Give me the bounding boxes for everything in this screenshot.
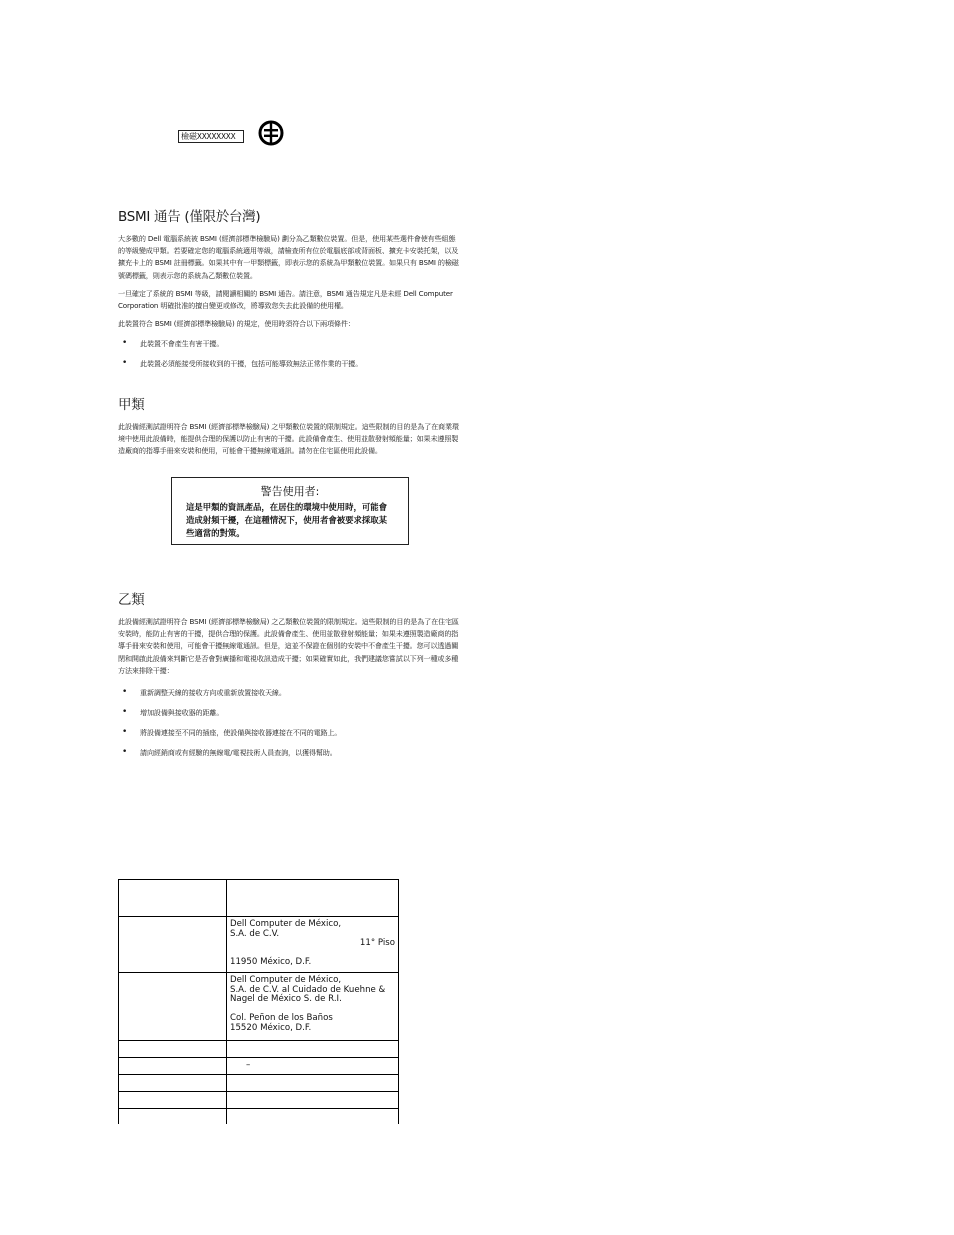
class-b-section [118, 588, 462, 758]
bsmi-title: BSMI 通告 (僅限於台灣) [118, 209, 261, 225]
bsmi-para2: 一旦確定了系統的 BSMI 等級，請閱讀相關的 BSMI 通告。請注意，BSMI 通告規定凡是未經 Dell Computer Corporation 明確批准的擅自變更或修改，將導致您失去此設備的使用權。 [118, 288, 453, 311]
table-cell [119, 1041, 227, 1058]
importer-line-1: Dell Computer de México, [230, 975, 342, 985]
bsmi-bullet-2: • 此裝置必須能接受所接收到的干擾，包括可能導致無法正常作業的干擾。 [118, 358, 462, 369]
table-row [119, 880, 399, 917]
table-row [119, 1109, 399, 1124]
exporter-line-2: S.A. de C.V. [230, 928, 280, 939]
table-cell [119, 1075, 227, 1092]
exporter-line-4: 11950 México, D.F. [230, 957, 312, 968]
table-cell [119, 973, 227, 1041]
class-a-para: 此設備經測試證明符合 BSMI (經濟部標準檢驗局) 之甲類數位裝置的限制規定。這些限制的目的是為了在商業環境中使用此設備時，能提供合理的保護以防止有害的干擾。此設備會產生、使用並散發射頻能量；如果未遵照製造廠商的指導手冊來安裝和使用，可能會干擾無線電通訊。請勿在住宅區使用此設備。 [118, 422, 459, 456]
bsmi-bullet-1: • 此裝置不會產生有害干擾。 [118, 338, 462, 349]
bsmi-para3: 此裝置符合 BSMI (經濟部標準檢驗局) 的規定，使用時須符合以下兩項條件： [118, 319, 355, 329]
table-cell [227, 1041, 399, 1058]
table-cell [119, 917, 227, 973]
class-b-bullet-4: • 請向經銷商或有經驗的無線電/電視技術人員查詢，以獲得幫助。 [118, 747, 462, 758]
table-row [119, 1041, 399, 1058]
bsmi-logo-icon [258, 120, 284, 146]
table-row [119, 973, 399, 1041]
class-a-section [118, 393, 462, 458]
exporter-line-3: 11° Piso [359, 938, 395, 949]
importer-line-5: 15520 México, D.F. [230, 1022, 312, 1033]
table-row [119, 1092, 399, 1109]
bsmi-notice-section [118, 205, 462, 369]
table-cell [119, 1058, 227, 1075]
warning-title: 警告使用者: [260, 485, 320, 498]
table-cell [119, 880, 227, 917]
class-b-bullet-1: • 重新調整天線的接收方向或重新放置接收天線。 [118, 687, 462, 698]
dash-value: – [246, 1060, 251, 1070]
table-row [119, 1075, 399, 1092]
class-b-bullet-2: • 增加設備與接收器的距離。 [118, 707, 462, 718]
table-cell [227, 1075, 399, 1092]
table-row [119, 1058, 399, 1075]
importer-line-2: S.A. de C.V. al Cuidado de Kuehne & [230, 984, 386, 995]
bsmi-para1: 大多數的 Dell 電腦系統被 BSMI (經濟部標準檢驗局) 劃分為乙類數位裝置。但是，使用某些選件會使有些組態的等級變成甲類。若要確定您的電腦系統適用等級，請檢查所有位於電腦底部或背面板、擴充卡安裝托架，以及擴充卡上的 BSMI 註冊標籤。如果其中有一甲類標籤，即表示您的系統為甲類數位裝置。如果只有 BSMI 的檢磁號碼標籤，則表示您的系統為乙類數位裝置。 [118, 234, 459, 280]
table-cell [227, 1092, 399, 1109]
table-row [119, 917, 399, 973]
importer-cell [227, 973, 399, 1041]
class-a-warning-box [171, 477, 409, 545]
exporter-cell [227, 917, 399, 973]
warning-body: 這是甲類的資訊產品，在居住的環境中使用時，可能會造成射頻干擾，在這種情況下，使用者會被要求採取某些適當的對策。 [186, 502, 387, 538]
table-cell [227, 1058, 399, 1075]
class-b-bullet-3: • 將設備連接至不同的插座，使設備與接收器連接在不同的電路上。 [118, 727, 462, 738]
exporter-line-1: Dell Computer de México, [230, 919, 342, 929]
table-cell [119, 1092, 227, 1109]
class-a-title: 甲類 [118, 397, 145, 413]
bsmi-cert-label: 檢磁XXXXXXXX [178, 130, 244, 143]
nom-info-table [118, 879, 399, 1124]
table-cell [227, 1109, 399, 1124]
class-b-title: 乙類 [118, 592, 145, 608]
table-cell [119, 1109, 227, 1124]
table-cell [227, 880, 399, 917]
importer-line-4: Col. Peñon de los Baños [230, 1013, 333, 1024]
class-b-para: 此設備經測試證明符合 BSMI (經濟部標準檢驗局) 之乙類數位裝置的限制規定。這些限制的目的是為了在住宅區安裝時，能防止有害的干擾，提供合理的保護。此設備會產生、使用並散發射頻能量；如果未遵照製造廠商的指導手冊來安裝和使用，可能會干擾無線電通訊。但是，這並不保證在個別的安裝中不會產生干擾。您可以透過關閉和開啟此設備來判斷它是否會對廣播和電視收訊造成干擾；如果確實如此，我們建議您嘗試以下列一種或多種方法來排除干擾： [118, 617, 459, 675]
importer-line-3: Nagel de México S. de R.I. [230, 994, 342, 1005]
